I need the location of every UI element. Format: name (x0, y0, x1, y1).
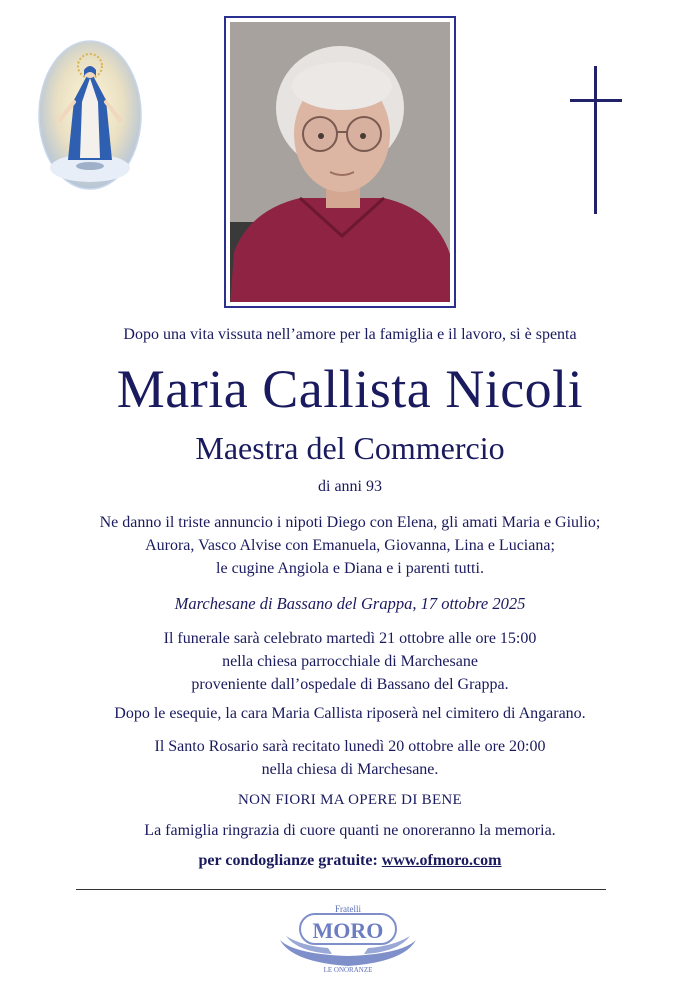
funeral-line: proveniente dall’ospedale di Bassano del Grappa. (191, 676, 509, 693)
announcement-line: Aurora, Vasco Alvise con Emanuela, Giovanna, Lina e Luciana; (145, 537, 555, 554)
intro-text: Dopo una vita vissuta nell’amore per la famiglia e il lavoro, si è spenta (123, 326, 577, 343)
fratelli-moro-logo (272, 900, 424, 974)
condolences-line (0, 852, 700, 870)
announcement-line: le cugine Angiola e Diana e i parenti tutti. (216, 560, 484, 577)
cross-icon (570, 66, 622, 214)
condolences-label: per condoglianze gratuite: (198, 852, 378, 869)
logo-main-text: MORO (312, 918, 384, 943)
deceased-title: Maestra del Commercio (195, 430, 505, 466)
logo-top-text: Fratelli (335, 904, 361, 914)
rosary-line: nella chiesa di Marchesane. (261, 761, 439, 778)
rosary-line: Il Santo Rosario sarà recitato lunedì 20 ottobre alle ore 20:00 (154, 738, 546, 755)
madonna-icon (38, 40, 142, 190)
place-date: Marchesane di Bassano del Grappa, 17 ottobre 2025 (174, 594, 526, 613)
condolences-link[interactable]: www.ofmoro.com (381, 852, 502, 869)
announcement-line: Ne danno il triste annuncio i nipoti Diego con Elena, gli amati Maria e Giulio; (99, 514, 601, 531)
funeral-line: nella chiesa parrocchiale di Marchesane (222, 653, 478, 670)
no-flowers-text: NON FIORI MA OPERE DI BENE (237, 792, 463, 808)
burial-text: Dopo le esequie, la cara Maria Callista riposerà nel cimitero di Angarano. (114, 705, 586, 722)
age-text: di anni 93 (318, 478, 382, 495)
funeral-line: Il funerale sarà celebrato martedì 21 ottobre alle ore 15:00 (163, 630, 537, 647)
deceased-name: Maria Callista Nicoli (116, 359, 584, 419)
portrait-image (230, 22, 450, 302)
divider (76, 889, 606, 890)
portrait-photo (224, 16, 456, 308)
logo-bottom-text: LE ONORANZE (323, 966, 373, 974)
thanks-text: La famiglia ringrazia di cuore quanti ne onoreranno la memoria. (144, 822, 556, 839)
